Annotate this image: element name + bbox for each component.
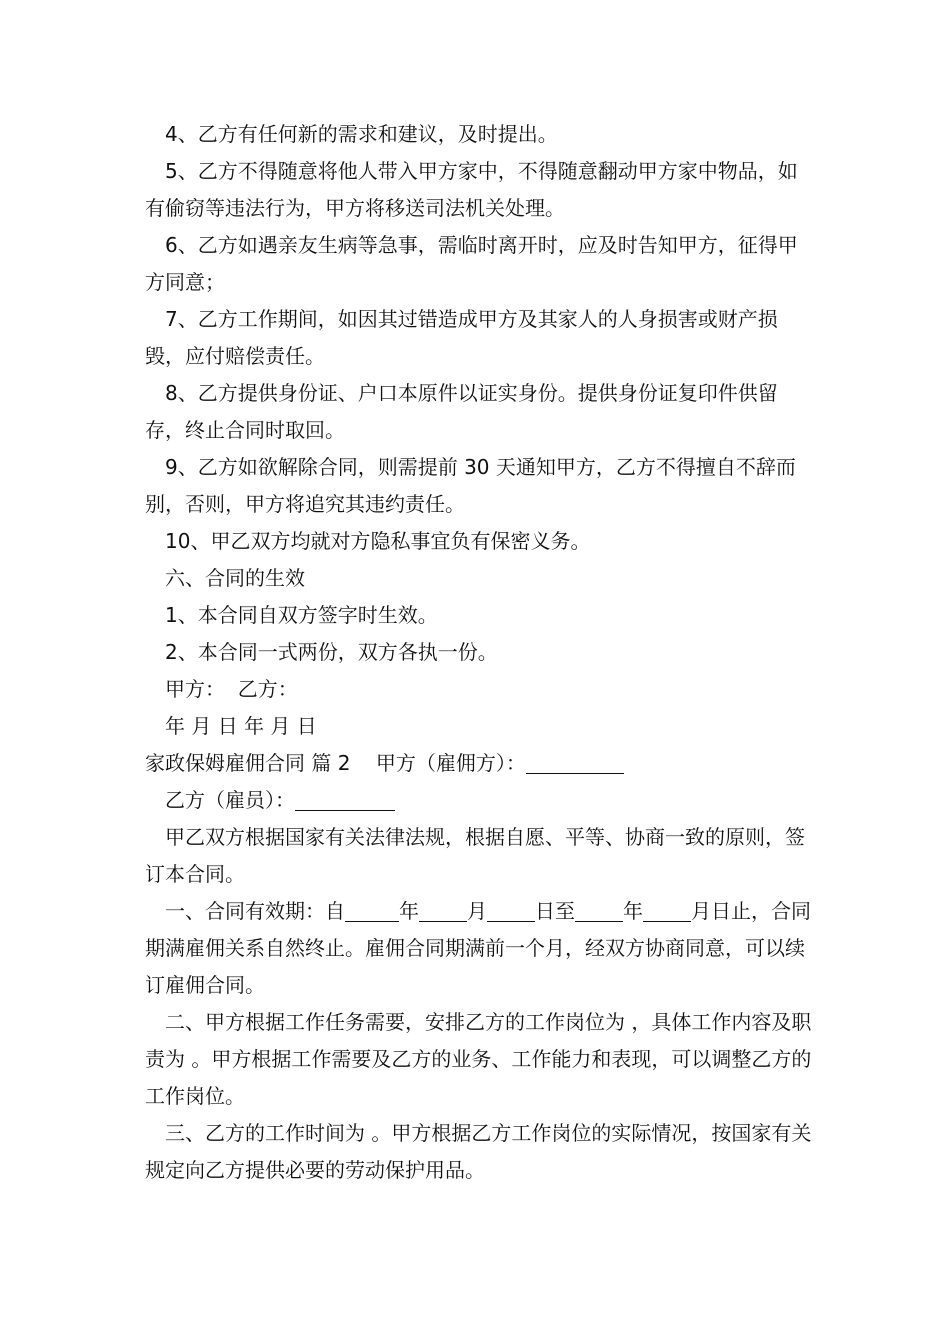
signature-dates: 年 月 日 年 月 日	[165, 714, 317, 738]
contract-2-intro: 甲乙双方根据国家有关法律法规，根据自愿、平等、协商一致的原则，签订本合同。	[145, 825, 805, 886]
section-heading-effect: 六、合同的生效	[165, 566, 305, 590]
contract-2-title-line	[145, 745, 815, 782]
document-body	[145, 116, 815, 1189]
year-label-2: 年	[623, 899, 643, 923]
section-3: 三、乙方的工作时间为 。甲方根据乙方工作岗位的实际情况，按国家有关规定向乙方提供必要的劳动保护用品。	[145, 1121, 812, 1182]
term-clause	[145, 893, 815, 1004]
clause-4: 4、乙方有任何新的需求和建议，及时提出。	[165, 122, 558, 146]
party-a-blank	[526, 751, 624, 774]
clause-9: 9、乙方如欲解除合同，则需提前 30 天通知甲方，乙方不得擅自不辞而别，否则，甲方将追究其违约责任。	[145, 455, 796, 516]
start-month-blank	[419, 899, 467, 922]
term-end-text: 月日止，合同期满雇佣关系自然终止。雇佣合同期满前一个月，经双方协商同意，可以续订雇佣合同。	[145, 899, 811, 997]
party-b-line	[145, 782, 815, 819]
start-day-blank	[487, 899, 535, 922]
section-2: 二、甲方根据工作任务需要，安排乙方的工作岗位为 ，具体工作内容及职责为 。甲方根据工作需要及乙方的业务、工作能力和表现，可以调整乙方的工作岗位。	[145, 1010, 812, 1108]
party-b-blank	[295, 788, 395, 811]
year-label: 年	[399, 899, 419, 923]
term-from-label: 一、合同有效期：自	[165, 899, 345, 923]
clause-6: 6、乙方如遇亲友生病等急事，需临时离开时，应及时告知甲方，征得甲方同意；	[145, 233, 798, 294]
day-to-label: 日至	[535, 899, 575, 923]
contract-2-title: 家政保姆雇佣合同 篇 2 甲方（雇佣方）：	[145, 751, 526, 775]
start-year-blank	[345, 899, 399, 922]
effect-clause-2: 2、本合同一式两份，双方各执一份。	[165, 640, 498, 664]
end-month-blank	[643, 899, 691, 922]
clause-8: 8、乙方提供身份证、户口本原件以证实身份。提供身份证复印件供留存，终止合同时取回。	[145, 381, 778, 442]
party-b-label: 乙方（雇员）：	[165, 788, 295, 812]
signature-parties: 甲方： 乙方：	[165, 677, 298, 701]
end-year-blank	[575, 899, 623, 922]
clause-5: 5、乙方不得随意将他人带入甲方家中，不得随意翻动甲方家中物品，如有偷窃等违法行为，甲方将移送司法机关处理。	[145, 159, 798, 220]
clause-7: 7、乙方工作期间，如因其过错造成甲方及其家人的人身损害或财产损毁，应付赔偿责任。	[145, 307, 778, 368]
effect-clause-1: 1、本合同自双方签字时生效。	[165, 603, 438, 627]
month-label: 月	[467, 899, 487, 923]
clause-10: 10、甲乙双方均就对方隐私事宜负有保密义务。	[165, 529, 591, 553]
